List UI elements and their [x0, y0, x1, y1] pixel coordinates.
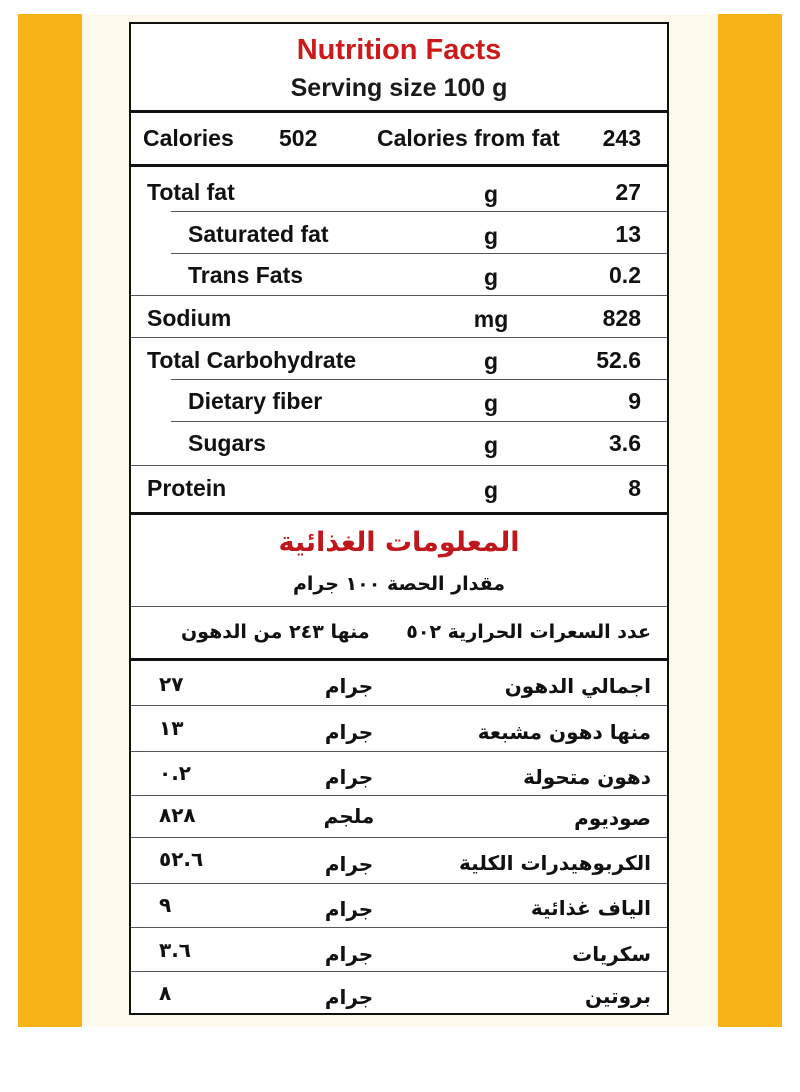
right-yellow-band: [718, 14, 782, 1027]
nutrient-value: 52.6: [596, 347, 641, 373]
left-yellow-band: [18, 14, 82, 1027]
nutrient-name-arabic: دهون متحولة: [523, 765, 651, 789]
nutrient-name-arabic: سكريات: [572, 942, 651, 966]
nutrient-unit: g: [483, 390, 499, 416]
nutrient-row-arabic: [131, 927, 667, 971]
nutrient-unit-arabic: جرام: [324, 674, 374, 698]
nutrient-row-arabic: [131, 837, 667, 883]
nutrient-row: [171, 211, 667, 253]
nutrient-value-arabic: ٩: [159, 893, 172, 917]
nutrient-name: Protein: [147, 475, 227, 501]
nutrient-name: Sodium: [147, 305, 232, 331]
nutrient-unit-arabic: جرام: [324, 897, 374, 921]
nutrient-value: 8: [628, 475, 641, 501]
nutrient-row-arabic: [131, 705, 667, 751]
nutrient-unit: g: [483, 181, 499, 207]
nutrient-name: Total Carbohydrate: [147, 347, 357, 373]
nutrient-row: [131, 465, 667, 513]
nutrient-row-arabic: [131, 751, 667, 795]
nutrient-name: Saturated fat: [188, 221, 329, 247]
nutrients-english: [131, 164, 667, 512]
nutrient-value: 13: [615, 221, 641, 247]
nutrient-name: Dietary fiber: [188, 388, 323, 414]
serving-size-english: Serving size 100 g: [290, 74, 508, 102]
nutrient-row: [171, 253, 667, 295]
nutrient-unit-arabic: جرام: [324, 720, 374, 744]
nutrient-value: 27: [615, 179, 641, 205]
nutrient-value-arabic: ٠.٢: [159, 761, 192, 785]
nutrient-value: 828: [602, 305, 641, 331]
nutrient-row-arabic: [131, 661, 667, 705]
nutrient-value: 0.2: [609, 262, 641, 288]
nutrient-value-arabic: ٢٧: [159, 672, 184, 696]
calories-label: Calories: [143, 125, 234, 151]
nutrient-unit: g: [483, 348, 499, 374]
calories-row-arabic: [131, 606, 667, 658]
nutrient-row: [131, 167, 667, 211]
nutrient-unit: g: [483, 432, 499, 458]
nutrient-unit-arabic: جرام: [324, 852, 374, 876]
calories-value: 502: [279, 125, 318, 151]
arabic-header: [131, 512, 667, 606]
nutrient-name: Total fat: [147, 179, 235, 205]
nutrient-unit-arabic: جرام: [324, 765, 374, 789]
nutrient-name-arabic: الياف غذائية: [530, 896, 651, 920]
nutrition-label: [129, 22, 669, 1015]
title-english: Nutrition Facts: [296, 34, 502, 66]
nutrient-value: 9: [628, 388, 641, 414]
nutrient-row: [131, 295, 667, 337]
nutrient-value-arabic: ١٣: [159, 716, 184, 740]
calories-row-english: [131, 110, 667, 164]
nutrient-name-arabic: صوديوم: [574, 806, 651, 830]
nutrient-name: Trans Fats: [188, 262, 304, 288]
nutrient-name-arabic: بروتين: [584, 984, 651, 1008]
english-header: [131, 24, 667, 110]
nutrient-value-arabic: ٨٢٨: [159, 803, 196, 827]
nutrient-name: Sugars: [188, 430, 266, 456]
nutrients-arabic: [131, 658, 667, 1013]
nutrient-name-arabic: منها دهون مشبعة: [477, 720, 651, 744]
nutrient-name-arabic: الكربوهيدرات الكلية: [459, 851, 651, 875]
nutrient-unit: g: [483, 477, 499, 503]
calories-from-fat-arabic: منها ٢٤٣ من الدهون: [181, 621, 370, 643]
calories-from-fat-value: 243: [602, 125, 641, 151]
nutrient-unit: g: [483, 223, 499, 249]
calories-from-fat-label: Calories from fat: [377, 125, 560, 151]
nutrient-value-arabic: ٥٢.٦: [159, 847, 204, 871]
nutrient-row-arabic: [131, 795, 667, 837]
nutrient-unit: mg: [473, 306, 509, 332]
serving-size-arabic: مقدار الحصة ١٠٠ جرام: [292, 573, 506, 595]
nutrient-row-arabic: [131, 971, 667, 1015]
nutrient-unit-arabic: جرام: [324, 942, 374, 966]
nutrient-value-arabic: ٨: [159, 981, 172, 1005]
nutrient-name-arabic: اجمالي الدهون: [504, 674, 651, 698]
nutrient-value: 3.6: [609, 430, 641, 456]
calories-arabic: عدد السعرات الحرارية ٥٠٢: [406, 621, 651, 643]
nutrient-row: [131, 337, 667, 379]
nutrient-unit: g: [483, 264, 499, 290]
nutrient-unit-arabic: ملجم: [323, 804, 375, 828]
nutrient-row: [171, 421, 667, 465]
nutrient-row: [171, 379, 667, 421]
nutrient-value-arabic: ٣.٦: [159, 938, 192, 962]
title-arabic: المعلومات الغذائية: [278, 527, 520, 558]
nutrient-row-arabic: [131, 883, 667, 927]
nutrient-unit-arabic: جرام: [324, 985, 374, 1009]
